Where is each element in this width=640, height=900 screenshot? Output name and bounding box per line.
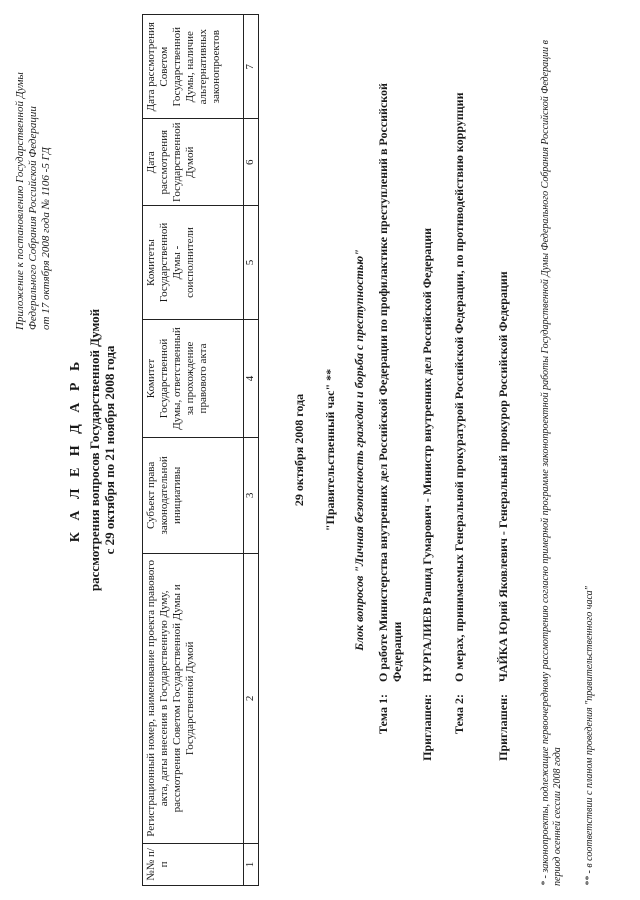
header-cell: Регистрационный номер, наименование проекта правового акта, даты внесения в Государственную Думу, рассмотрения Советом Государственной Думы и Государственной Думой: [143, 553, 244, 843]
column-number: 7: [244, 15, 259, 119]
appendix-line-3: от 17 октября 2008 года № 1106 -5 ГД: [40, 147, 52, 330]
calendar-period: с 29 октября по 21 ноября 2008 года: [102, 345, 117, 555]
table-number-row: [244, 15, 259, 886]
appendix-note: [14, 20, 53, 330]
header-cell: Комитеты Государственной Думы - соисполнители: [143, 206, 244, 320]
header-cell: Субъект права законодательной инициативы: [143, 437, 244, 553]
column-number: 2: [244, 553, 259, 843]
appendix-line-1: Приложение к постановлению Государственной Думы: [14, 72, 26, 330]
calendar-table: [142, 14, 259, 886]
appendix-line-2: Федерального Собрания Российской Федерации: [27, 106, 39, 330]
item-label: Тема 1:: [376, 694, 390, 734]
column-number: 6: [244, 119, 259, 206]
column-number: 4: [244, 320, 259, 438]
item-label: Тема 2:: [452, 694, 466, 734]
header-cell: Дата рассмотрения Советом Государственной Думы, наличие альтернативных законопроектов: [143, 15, 244, 119]
government-hour: "Правительственный час" **: [323, 368, 337, 532]
question-block: Блок вопросов "Личная безопасность граждан и борьба с преступностью": [352, 249, 366, 651]
column-number: 3: [244, 437, 259, 553]
table-header-row: [143, 15, 244, 886]
header-cell: Дата рассмотрения Государственной Думой: [143, 119, 244, 206]
footnote-1: * - законопроекты, подлежащие первоочередному рассмотрению согласно примерной программе законопроектной работы Государственной Думы Федерального Собрания Российской Федерации в период осенней сессии 2008 года: [540, 40, 563, 886]
calendar-title: [68, 200, 117, 700]
item-text: ЧАЙКА Юрий Яковлевич - Генеральный прокурор Российской Федерации: [496, 271, 510, 682]
calendar-heading: К А Л Е Н Д А Р Ь: [68, 357, 83, 543]
header-cell: Комитет Государственной Думы, ответственный за прохождение правового акта: [143, 320, 244, 438]
item-label: Приглашен:: [420, 694, 434, 761]
item-text: НУРГАЛИЕВ Рашид Гумарович - Министр внутренних дел Российской Федерации: [420, 227, 434, 682]
column-number: 1: [244, 843, 259, 885]
footnote-2: ** - в соответствии с планом проведения "правительственного часа": [584, 586, 595, 886]
item-label: Приглашен:: [496, 694, 510, 761]
column-number: 5: [244, 206, 259, 320]
session-date: 29 октября 2008 года: [292, 393, 306, 507]
item-text: О работе Министерства внутренних дел Российской Федерации по профилактике преступлений в Российской Федерации: [376, 83, 404, 682]
header-cell: №№ п/п: [143, 843, 244, 885]
item-text: О мерах, принимаемых Генеральной прокуратурой Российской Федерации, по противодействию коррупции: [452, 92, 466, 682]
calendar-subtitle: рассмотрения вопросов Государственной Думой: [87, 308, 102, 592]
